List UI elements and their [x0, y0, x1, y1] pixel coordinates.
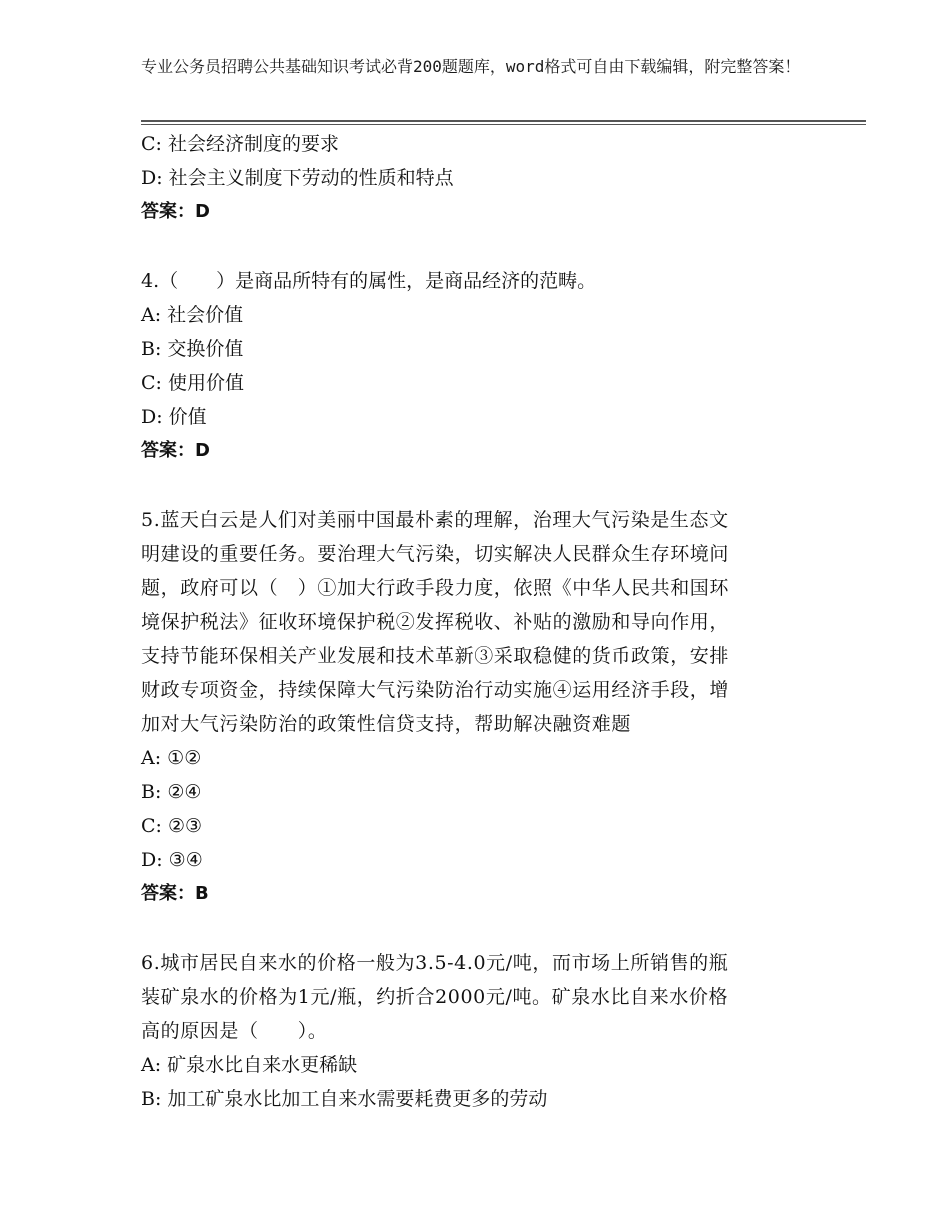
question-stem-line: 明建设的重要任务。要治理大气污染，切实解决人民群众生存环境问 [141, 543, 730, 565]
question-stem-line: 高的原因是（ ）。 [141, 1020, 328, 1042]
option-b: B: ②④ [141, 781, 202, 803]
question-6 [141, 946, 821, 1116]
option-d: D: 社会主义制度下劳动的性质和特点 [141, 167, 454, 189]
option-a: A: 社会价值 [141, 304, 244, 326]
question-stem-line: 装矿泉水的价格为1元/瓶，约折合2000元/吨。矿泉水比自来水价格 [141, 986, 729, 1008]
spacer [141, 911, 821, 946]
question-stem-line: 题，政府可以（ ）①加大行政手段力度，依照《中华人民共和国环 [141, 577, 730, 599]
header-divider-thin [141, 124, 866, 125]
question-content [141, 127, 821, 1116]
option-b: B: 交换价值 [141, 338, 244, 360]
spacer [141, 229, 821, 264]
question-stem-line: 支持节能环保相关产业发展和技术革新③采取稳健的货币政策，安排 [141, 645, 730, 667]
question-stem-line: 加对大气污染防治的政策性信贷支持，帮助解决融资难题 [141, 713, 632, 735]
question-3-tail [141, 127, 821, 229]
option-d: D: 价值 [141, 406, 207, 428]
question-stem-line: 6.城市居民自来水的价格一般为3.5-4.0元/吨，而市场上所销售的瓶 [141, 952, 729, 974]
answer-label: 答案：D [141, 201, 210, 222]
question-stem-line: 境保护税法》征收环境保护税②发挥税收、补贴的激励和导向作用， [141, 611, 730, 633]
option-c: C: 社会经济制度的要求 [141, 133, 339, 155]
option-c: C: ②③ [141, 815, 203, 837]
answer-label: 答案：D [141, 440, 210, 461]
option-a: A: 矿泉水比自来水更稀缺 [141, 1054, 358, 1076]
option-d: D: ③④ [141, 849, 203, 871]
spacer [141, 468, 821, 503]
question-4 [141, 264, 821, 468]
answer-label: 答案：B [141, 883, 209, 904]
option-a: A: ①② [141, 747, 202, 769]
option-b: B: 加工矿泉水比加工自来水需要耗费更多的劳动 [141, 1088, 548, 1110]
question-stem-line: 财政专项资金，持续保障大气污染防治行动实施④运用经济手段，增 [141, 679, 730, 701]
question-5 [141, 503, 821, 911]
header-divider [141, 120, 866, 122]
document-header: 专业公务员招聘公共基础知识考试必背200题题库，word格式可自由下载编辑，附完整答案！ [141, 57, 801, 76]
option-c: C: 使用价值 [141, 372, 244, 394]
question-stem-line: 5.蓝天白云是人们对美丽中国最朴素的理解，治理大气污染是生态文 [141, 509, 729, 531]
question-stem: 4.（ ）是商品所特有的属性，是商品经济的范畴。 [141, 270, 597, 292]
